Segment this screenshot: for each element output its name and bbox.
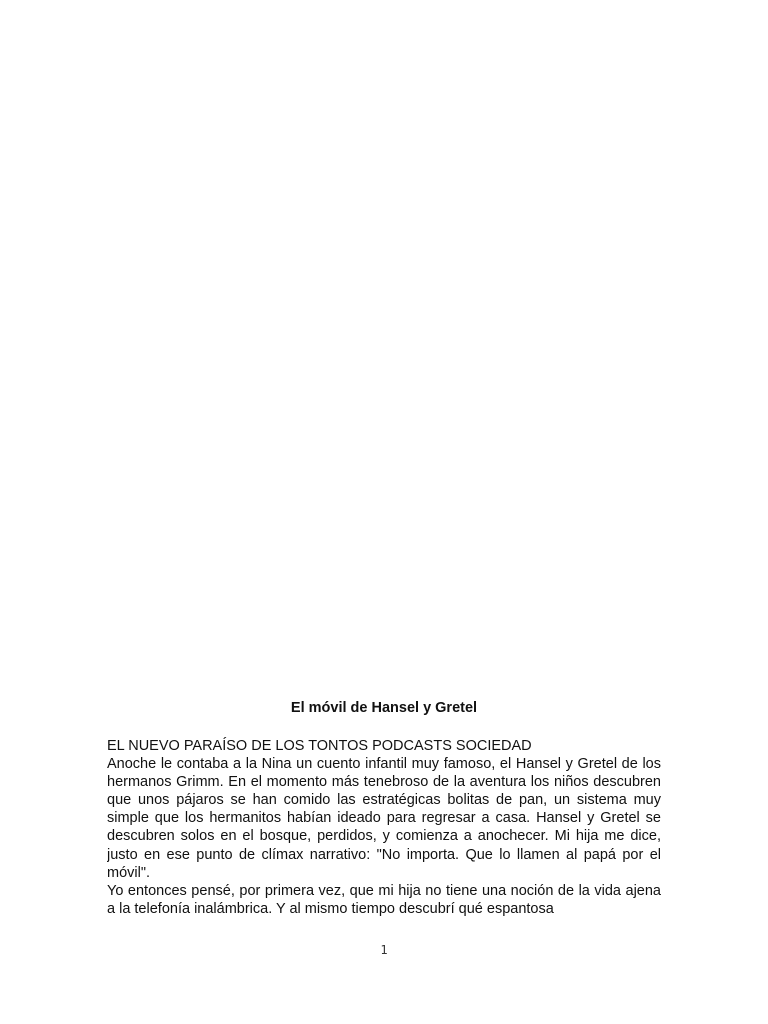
document-title: El móvil de Hansel y Gretel bbox=[290, 700, 478, 716]
paragraph-2: Yo entonces pensé, por primera vez, que mi hija no tiene una noción de la vida ajena a la telefonía inalámbrica. Y al mismo tiempo descubrí qué espantosa bbox=[107, 882, 661, 917]
page-number: 1 bbox=[380, 943, 388, 957]
section-heading: EL NUEVO PARAÍSO DE LOS TONTOS PODCASTS SOCIEDAD bbox=[107, 738, 532, 754]
paragraph-1: Anoche le contaba a la Nina un cuento infantil muy famoso, el Hansel y Gretel de los hermanos Grimm. En el momento más tenebroso de la aventura los niños descubren que unos pájaros se han comido las estratégicas bolitas de pan, un sistema muy simple que los hermanitos habían ideado para regresar a casa. Hansel y Gretel se descubren solos en el bosque, perdidos, y comienza a anochecer. Mi hija me dice, justo en ese punto de clímax narrativo: "No importa. Que lo llamen al papá por el móvil". bbox=[107, 756, 661, 881]
document-body bbox=[107, 737, 661, 921]
